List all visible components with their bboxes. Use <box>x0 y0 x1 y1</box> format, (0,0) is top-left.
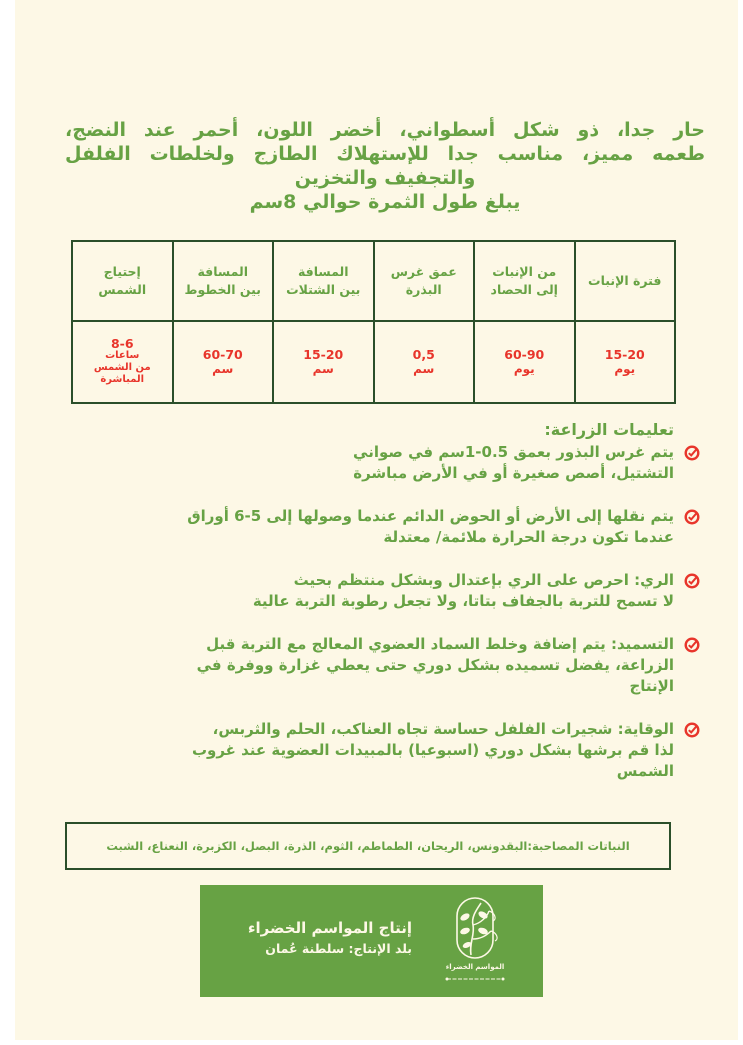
leaf-branch-logo-icon <box>443 895 507 991</box>
header-row-spacing: المسافة بين الخطوط <box>173 241 274 321</box>
description-line: طعمه مميز، مناسب جدا للإستهلاك الطازج ولخلطات الفلفل <box>65 143 705 165</box>
header-seed-depth: عمق غرس البذرة <box>374 241 475 321</box>
table-row <box>72 321 675 403</box>
instruction-line: يتم نقلها إلى الأرض أو الحوض الدائم عندما وصولها إلى 5-6 أوراق <box>187 507 674 525</box>
instruction-item-irrigation <box>105 570 700 612</box>
header-germination-to-harvest: من الإنبات إلى الحصاد <box>474 241 575 321</box>
instruction-line: عندما تكون درجة الحرارة ملائمة/ معتدلة <box>383 528 674 546</box>
country-of-origin: بلد الإنتاج: سلطنة عُمان <box>265 941 412 956</box>
header-seedling-spacing: المسافة بين الشتلات <box>273 241 374 321</box>
instruction-item <box>105 442 700 484</box>
instruction-item <box>105 506 700 548</box>
producer-title: إنتاج المواسم الخضراء <box>247 919 412 937</box>
check-circle-icon <box>684 509 700 525</box>
instruction-line: يتم غرس البذور بعمق 0.5-1سم في صواني <box>353 443 674 461</box>
instruction-item-fertilizing <box>105 634 700 697</box>
instruction-line: الوقاية: شجيرات الفلفل حساسة تجاه العناكب، الحلم والثربس، <box>212 720 674 738</box>
value-germination-period: 15-20 يوم <box>575 321 676 403</box>
description-line: حار جدا، ذو شكل أسطواني، أخضر اللون، أحمر عند النضج، <box>65 119 705 141</box>
producer-info <box>222 917 412 959</box>
value-sun-requirement: 8-6 ساعات من الشمس المباشرة <box>72 321 173 403</box>
value-seed-depth: 0,5 سم <box>374 321 475 403</box>
value-germination-to-harvest: 60-90 يوم <box>474 321 575 403</box>
logo-text: المواسم الخضراء <box>445 963 505 971</box>
header-sun-requirement: إحتياج الشمس <box>72 241 173 321</box>
instruction-line: لا تسمح للتربة بالجفاف بتاتا، ولا تجعل رطوبة التربة عالية <box>252 592 674 610</box>
producer-banner <box>200 885 543 997</box>
instruction-line: لذا قم برشها بشكل دوري (اسبوعيا) بالمبيدات العضوية عند غروب <box>191 741 674 759</box>
instruction-line: الزراعة، يفضل تسميده بشكل دوري حتى يعطي غزارة ووفرة في <box>196 656 674 674</box>
growing-specs-table <box>71 240 676 404</box>
description-line: والتجفيف والتخزين <box>294 167 476 189</box>
instruction-line: التسميد: يتم إضافة وخلط السماد العضوي المعالج مع التربة قبل <box>206 635 674 653</box>
value-row-spacing: 60-70 سم <box>173 321 274 403</box>
check-circle-icon <box>684 445 700 461</box>
fruit-length-line: يبلغ طول الثمرة حوالي 8سم <box>249 191 521 213</box>
check-circle-icon <box>684 637 700 653</box>
instructions-title: تعليمات الزراعة: <box>544 420 674 439</box>
companion-plants-box <box>65 822 671 870</box>
instruction-line: التشتيل، أصص صغيرة أو في الأرض مباشرة <box>353 464 674 482</box>
value-seedling-spacing: 15-20 سم <box>273 321 374 403</box>
instruction-line: الري: احرص على الري بإعتدال وبشكل منتظم بحيث <box>293 571 674 589</box>
table-header-row <box>72 241 675 321</box>
check-circle-icon <box>684 573 700 589</box>
companion-plants-text: النباتات المصاحبة:البقدونس، الريحان، الطماطم، الثوم، الذرة، البصل، الكزبرة، النعناع، الشبت <box>106 839 630 853</box>
product-description <box>65 118 705 214</box>
logo-underline <box>443 975 507 983</box>
check-circle-icon <box>684 722 700 738</box>
header-germination-period: فترة الإنبات <box>575 241 676 321</box>
product-info-sheet <box>15 0 738 1040</box>
instruction-item-protection <box>105 719 700 782</box>
instruction-line: الشمس <box>616 762 674 780</box>
instruction-line: الإنتاج <box>629 677 674 695</box>
planting-instructions <box>105 420 700 782</box>
logo-emblem <box>443 895 507 963</box>
